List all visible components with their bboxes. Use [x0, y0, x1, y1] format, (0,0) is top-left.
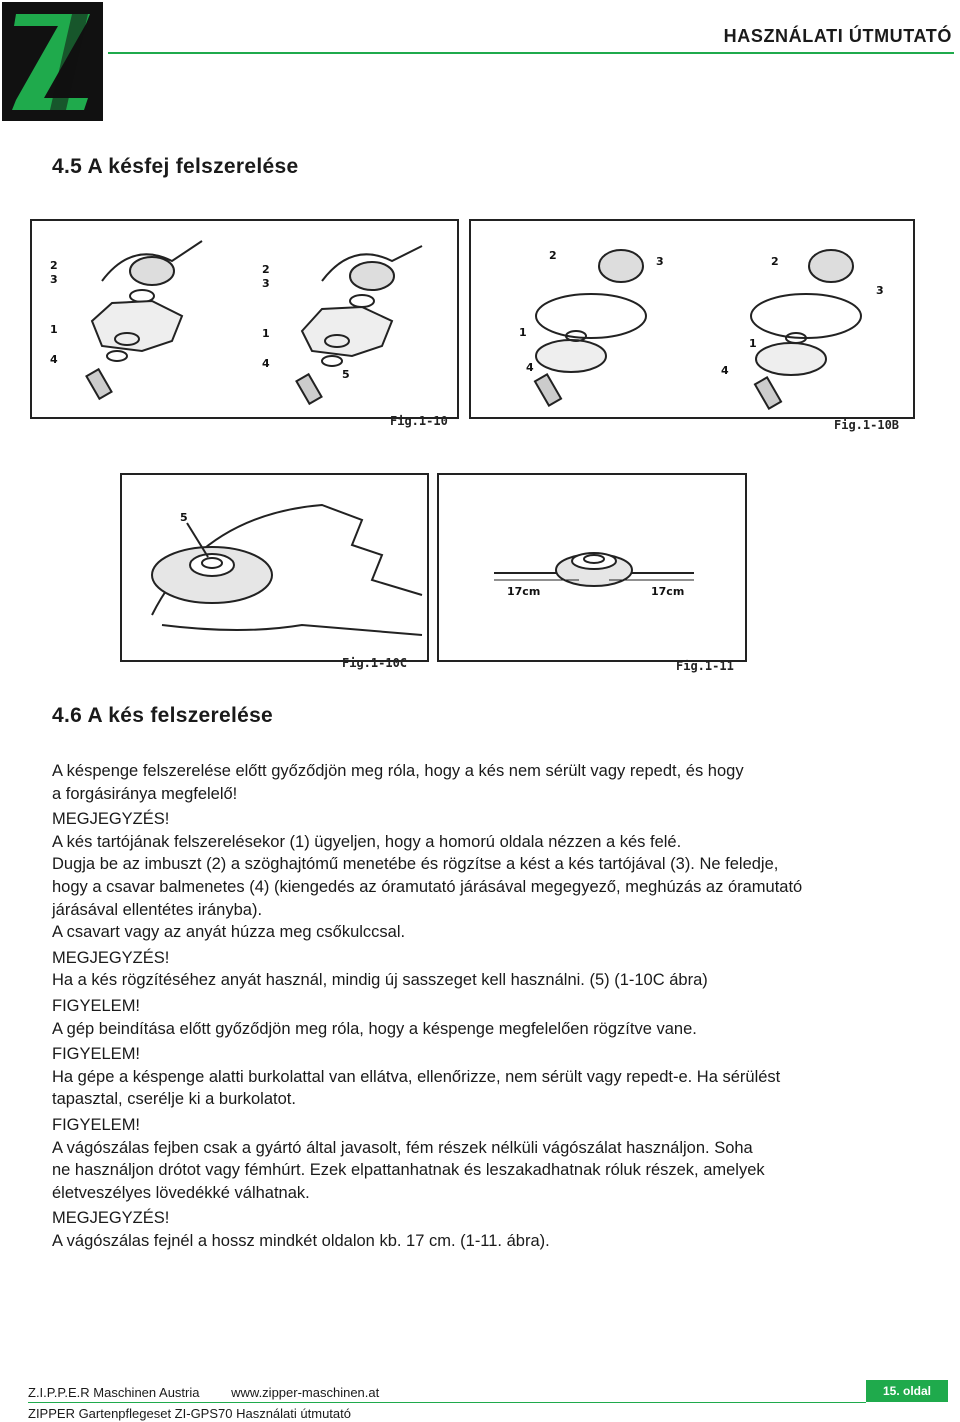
- body-line: A késpenge felszerelése előtt győződjön meg róla, hogy a kés nem sérült vagy repedt, és hogy: [52, 762, 744, 780]
- fig-1-10-label: 3: [50, 273, 58, 286]
- fig-1-10b-label: 4: [721, 364, 729, 377]
- body-line: hogy a csavar balmenetes (4) (kiengedés az óramutató járásával megegyező, meghúzás az óramutató: [52, 877, 803, 896]
- header-rule: [108, 52, 954, 54]
- figure-1-10c-caption: Fig.1-10C: [342, 656, 408, 670]
- body-line: A csavart vagy az anyát húzza meg csőkulccsal.: [52, 923, 406, 942]
- figure-1-10b: [469, 219, 915, 419]
- section-heading-4-5: 4.5 A késfej felszerelése: [52, 155, 299, 178]
- body-line: Ha gépe a késpenge alatti burkolattal van ellátva, ellenőrizze, nem sérült vagy repedt-e. Ha sérülést: [52, 1067, 781, 1086]
- fig-1-10-label: 2: [50, 259, 58, 272]
- body-line: A vágószálas fejben csak a gyártó által javasolt, fém részek nélküli vágószálat használjon. Soha: [52, 1138, 753, 1157]
- figure-1-10c: [120, 473, 429, 662]
- body-line: a forgásiránya megfelelő!: [52, 784, 238, 803]
- body-line: Dugja be az imbuszt (2) a szöghajtómű menetébe és rögzítse a kést a kés tartójával (3). Ne feledje,: [52, 855, 779, 874]
- fig-1-10-label: 3: [262, 277, 270, 290]
- footer-manual-title: ZIPPER Gartenpflegeset ZI-GPS70 Használati útmutató: [28, 1406, 351, 1421]
- figure-1-10: [30, 219, 459, 419]
- figure-1-11-caption: Fig.1-11: [676, 659, 734, 673]
- section-heading-4-6: 4.6 A kés felszerelése: [52, 704, 274, 727]
- figure-1-10c-drawing: [122, 475, 427, 660]
- fig-1-10b-label: 3: [876, 284, 884, 297]
- footer-rule: [28, 1402, 866, 1403]
- fig-1-10-label: 2: [262, 263, 270, 276]
- figure-1-10b-drawing: [471, 221, 913, 417]
- figure-1-10-drawing: [32, 221, 457, 417]
- body-line: Ha a kés rögzítéséhez anyát használ, mindig új sasszeget kell használni. (5) (1-10C ábra): [52, 971, 708, 990]
- figure-1-10b-caption: Fig.1-10B: [834, 418, 900, 432]
- fig-1-10-label: 4: [50, 353, 58, 366]
- fig-1-10-label: 4: [262, 357, 270, 370]
- note-label: MEGJEGYZÉS!: [52, 948, 170, 967]
- fig-1-11-label: 17cm: [651, 585, 685, 598]
- fig-1-10-label: 1: [50, 323, 58, 336]
- figure-1-11-drawing: [439, 475, 745, 660]
- fig-1-10c-label: 5: [180, 511, 188, 524]
- fig-1-10b-label: 2: [549, 249, 557, 262]
- section-4-6-body: [52, 760, 922, 1252]
- zipper-logo-mark: [2, 2, 103, 121]
- body-line: járásával ellentétes irányba).: [52, 900, 263, 919]
- fig-1-10b-label: 4: [526, 361, 534, 374]
- fig-1-11-label: 17cm: [507, 585, 541, 598]
- body-line: életveszélyes lövedékké válhatnak.: [52, 1183, 310, 1202]
- body-line: A kés tartójának felszerelésekor (1) ügyeljen, hogy a homorú oldala nézzen a kés felé.: [52, 832, 682, 851]
- header-title: HASZNÁLATI ÚTMUTATÓ: [723, 26, 952, 46]
- footer-company-line: [28, 1385, 379, 1400]
- figure-1-10-caption: Fig.1-10: [390, 414, 448, 428]
- fig-1-10b-label: 2: [771, 255, 779, 268]
- fig-1-10b-label: 1: [519, 326, 527, 339]
- warning-label: FIGYELEM!: [52, 1115, 141, 1134]
- body-line: ne használjon drótot vagy fémhúrt. Ezek elpattanhatnak és leszakadhatnak róluk részek, amelyek: [52, 1161, 765, 1180]
- page-number-badge: 15. oldal: [866, 1380, 948, 1402]
- note-label: MEGJEGYZÉS!: [52, 810, 170, 829]
- zipper-logo: [2, 2, 103, 121]
- footer-website-link[interactable]: www.zipper-maschinen.at: [231, 1385, 380, 1400]
- figure-1-11: [437, 473, 747, 662]
- footer-company: Z.I.P.P.E.R Maschinen Austria: [28, 1385, 200, 1400]
- body-line: A gép beindítása előtt győződjön meg róla, hogy a késpenge megfelelően rögzítve vane.: [52, 1019, 697, 1038]
- note-label: MEGJEGYZÉS!: [52, 1209, 170, 1228]
- fig-1-10b-label: 1: [749, 337, 757, 350]
- warning-label: FIGYELEM!: [52, 996, 141, 1015]
- fig-1-10-label: 1: [262, 327, 270, 340]
- fig-1-10-label: 5: [342, 368, 350, 381]
- fig-1-10b-label: 3: [656, 255, 664, 268]
- body-line: tapasztal, cserélje ki a burkolatot.: [52, 1090, 296, 1109]
- body-line: A vágószálas fejnél a hossz mindkét oldalon kb. 17 cm. (1-11. ábra).: [52, 1231, 550, 1250]
- warning-label: FIGYELEM!: [52, 1045, 141, 1064]
